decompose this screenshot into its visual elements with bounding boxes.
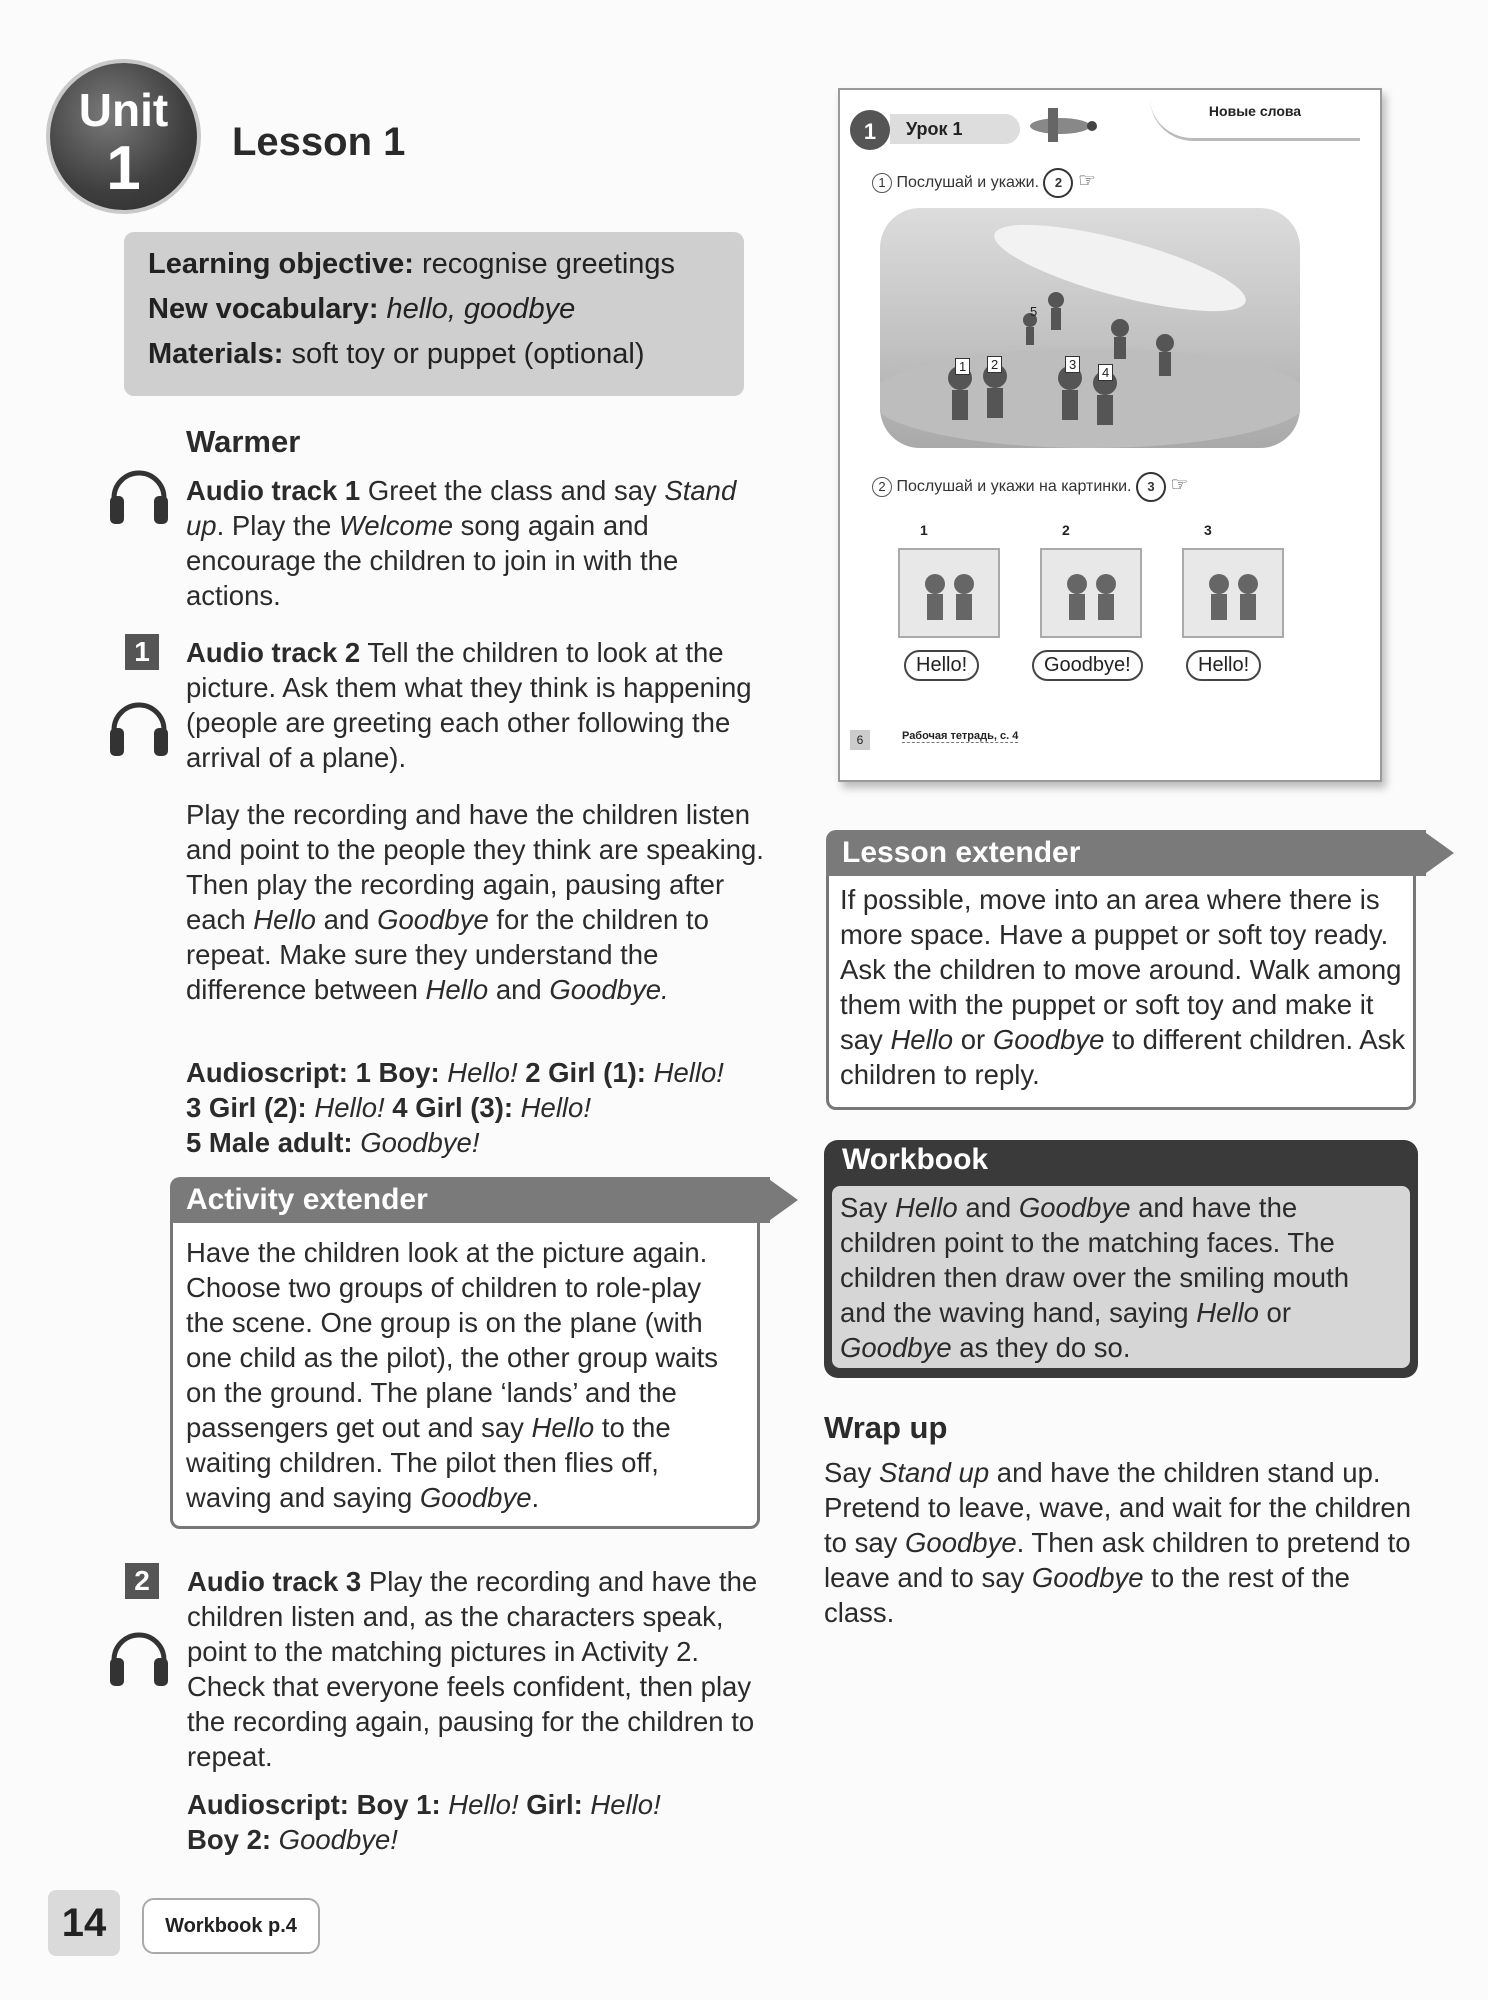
speaker-line: Hello!: [513, 1092, 591, 1123]
objective-label: Learning objective:: [148, 248, 414, 280]
speaker-label: 4 Girl (3):: [384, 1092, 514, 1123]
speaker-label: Girl:: [518, 1789, 583, 1820]
activity-2-badge: 2: [125, 1563, 159, 1599]
wu-text-d: to the rest of the class.: [824, 1562, 1350, 1628]
activity-2-track: Audio track 3: [187, 1566, 362, 1597]
a1-p2-b: and: [315, 904, 378, 935]
ae-em-1: Hello: [531, 1412, 595, 1443]
headphones-icon: [106, 458, 172, 528]
new-words-label: Новые слова: [1150, 98, 1360, 141]
wrap-up-text: [824, 1455, 1424, 1630]
speaker-line: Goodbye!: [352, 1127, 480, 1158]
activity-2-desc: Play the recording and have the children listen and, as the characters speak, point to the matching pictures in Activity 2. Check that everyone feels confident, then play the recording again, pausing for the children to repeat.: [187, 1566, 758, 1772]
workbook-box: [824, 1140, 1418, 1378]
activity-extender-title: Activity extender: [170, 1177, 770, 1223]
objective-value: recognise greetings: [413, 248, 676, 280]
picture-1: [898, 548, 1000, 638]
speaker-line: Hello!: [306, 1092, 385, 1123]
lesson-title: Lesson 1: [232, 120, 406, 164]
warmer-text: [186, 473, 776, 613]
speaker-label: Boy 1:: [348, 1789, 441, 1820]
activity-1-track: Audio track 2: [186, 637, 361, 668]
activity-1-badge: 1: [125, 634, 159, 670]
speech-bubble: Hello!: [1186, 650, 1261, 681]
scene-number: 4: [1098, 364, 1113, 381]
speaker-line: Hello!: [439, 1057, 518, 1088]
instruction-text: Послушай и укажи.: [896, 174, 1040, 191]
unit-badge: [50, 63, 197, 210]
wrap-up-heading: Wrap up: [824, 1410, 948, 1445]
a1-p2-c: for the children to repeat. Make sure they understand the difference between: [186, 904, 709, 1005]
wu-em-1: Stand up: [879, 1457, 990, 1488]
arrow-icon: [766, 1165, 800, 1235]
speech-bubble: Hello!: [904, 650, 979, 681]
speaker-label: Boy 2:: [187, 1824, 272, 1855]
activity-2-text: [187, 1564, 767, 1774]
activity-1-text: [186, 635, 766, 775]
lesson-extender-box: [826, 830, 1416, 1110]
plane-icon: [1020, 102, 1100, 146]
wb-em-4: Goodbye: [840, 1332, 952, 1363]
picture-3: [1182, 548, 1284, 638]
le-text-b: or: [953, 1024, 993, 1055]
wu-text-c: . Then ask children to pretend to leave and to say: [824, 1527, 1411, 1593]
page-number: 14: [48, 1890, 120, 1956]
vocabulary-label: New vocabulary:: [148, 293, 379, 325]
ae-text-b: to the waiting children. The pilot then flies off, waving and saying: [186, 1412, 671, 1513]
picture-2: [1040, 548, 1142, 638]
scene-picture: [880, 208, 1300, 448]
wu-text-a: Say: [824, 1457, 880, 1488]
speaker-label: 5 Male adult:: [186, 1127, 353, 1158]
audioscript-label: Audioscript:: [186, 1057, 348, 1088]
wb-em-1: Hello: [895, 1192, 958, 1223]
speaker-label: 1 Boy:: [347, 1057, 440, 1088]
a1-p2-em4: Goodbye.: [549, 974, 669, 1005]
speaker-line: Goodbye!: [271, 1824, 398, 1855]
section-badge: 1: [850, 110, 890, 150]
unit-label: Unit: [78, 84, 169, 136]
lesson-extender-title: Lesson extender: [826, 830, 1426, 876]
activity-extender-text: [186, 1235, 746, 1515]
activity-1-paragraph-2: [186, 797, 776, 1007]
a1-p2-a: Play the recording and have the children listen and point to the people they think are speaking. Then play the recording again, pausing after each: [186, 799, 764, 935]
wu-em-3: Goodbye: [1031, 1562, 1144, 1593]
scene-number: 3: [1065, 356, 1080, 373]
activity-extender-box: [170, 1177, 760, 1529]
picture-number: 1: [920, 522, 928, 538]
vocabulary-value: hello, goodbye: [378, 293, 576, 325]
speech-bubble: Goodbye!: [1032, 650, 1143, 681]
arrow-icon: [1422, 818, 1456, 888]
instruction-text: Послушай и укажи на картинки.: [896, 478, 1132, 495]
wu-text-b: and have the children stand up. Pretend to leave, wave, and wait for the children to say: [824, 1457, 1412, 1558]
activity-2-audioscript: [187, 1787, 767, 1857]
le-em-2: Goodbye: [992, 1024, 1105, 1055]
warmer-text-2: . Play the: [216, 510, 339, 541]
wb-text-c: and have the children point to the matching faces. The children then draw over the smiling mouth and the waving hand, saying: [840, 1192, 1350, 1328]
a1-p2-d: and: [488, 974, 550, 1005]
wb-em-2: Goodbye: [1018, 1192, 1131, 1223]
wb-text-b: and: [957, 1192, 1019, 1223]
lesson-extender-text: [840, 882, 1406, 1092]
speaker-line: Hello!: [645, 1057, 724, 1088]
wb-text-a: Say: [840, 1192, 896, 1223]
workbook-title: Workbook: [842, 1143, 989, 1176]
a1-p2-em2: Goodbye: [377, 904, 489, 935]
speaker-label: 2 Girl (1):: [517, 1057, 646, 1088]
lesson-label: Урок 1: [890, 114, 1020, 144]
warmer-track: Audio track 1: [186, 475, 361, 506]
workbook-page-reference: Workbook p.4: [142, 1898, 320, 1954]
ae-text-a: Have the children look at the picture again. Choose two groups of children to role-play the scene. One group is on the plane (with one child as the pilot), the other group waits on the ground. The plane ‘lands’ and the passengers get out and say: [186, 1237, 718, 1443]
activity-1-audioscript: [186, 1055, 786, 1160]
wb-text-d: or: [1258, 1297, 1291, 1328]
picture-number: 2: [1062, 522, 1070, 538]
wu-em-2: Goodbye: [905, 1527, 1017, 1558]
objectives-box: [124, 232, 744, 396]
instruction-1: [872, 168, 1096, 198]
speaker-line: Hello!: [440, 1789, 519, 1820]
warmer-em-1: Stand up: [186, 475, 737, 541]
instruction-number: 2: [872, 477, 892, 497]
le-text-c: to different children. Ask children to reply.: [840, 1024, 1406, 1090]
pointing-hand-icon: ☞: [1170, 474, 1189, 496]
pointing-hand-icon: ☞: [1077, 170, 1096, 192]
warmer-em-2: Welcome: [338, 510, 453, 541]
audioscript-label: Audioscript:: [187, 1789, 349, 1820]
picture-number: 3: [1204, 522, 1212, 538]
le-em-1: Hello: [890, 1024, 954, 1055]
instruction-number: 1: [872, 173, 892, 193]
track-number: 3: [1136, 472, 1166, 502]
workbook-reference: Рабочая тетрадь, с. 4: [902, 730, 1019, 742]
warmer-text-3: song again and encourage the children to join in with the actions.: [186, 510, 679, 611]
book-page-number: 6: [850, 730, 870, 750]
ae-text-c: .: [531, 1482, 540, 1513]
materials-value: soft toy or puppet (optional): [283, 338, 645, 370]
warmer-heading: Warmer: [186, 424, 301, 459]
speaker-label: 3 Girl (2):: [186, 1092, 307, 1123]
wb-text-e: as they do so.: [951, 1332, 1131, 1363]
le-text-a: If possible, move into an area where there is more space. Have a puppet or soft toy ready. Ask the children to move around. Walk among them with the puppet or soft toy and make it say: [840, 884, 1402, 1055]
unit-number: 1: [106, 134, 141, 203]
a1-p2-em3: Hello: [425, 974, 489, 1005]
scene-number: 2: [987, 356, 1002, 373]
scene-number: 5: [1030, 304, 1038, 319]
activity-1-desc: Tell the children to look at the picture. Ask them what they think is happening (people are greeting each other following the arrival of a plane).: [186, 637, 752, 773]
materials-label: Materials:: [148, 338, 284, 370]
speaker-line: Hello!: [582, 1789, 661, 1820]
ae-em-2: Goodbye: [419, 1482, 532, 1513]
warmer-text-1: Greet the class and say: [360, 475, 665, 506]
student-book-page: [838, 88, 1382, 782]
instruction-2: [872, 472, 1188, 502]
headphones-icon: [106, 1620, 172, 1690]
headphones-icon: [106, 690, 172, 760]
wb-em-3: Hello: [1196, 1297, 1259, 1328]
a1-p2-em1: Hello: [253, 904, 316, 935]
track-number: 2: [1043, 168, 1073, 198]
workbook-text: [840, 1190, 1400, 1365]
scene-number: 1: [955, 358, 970, 375]
